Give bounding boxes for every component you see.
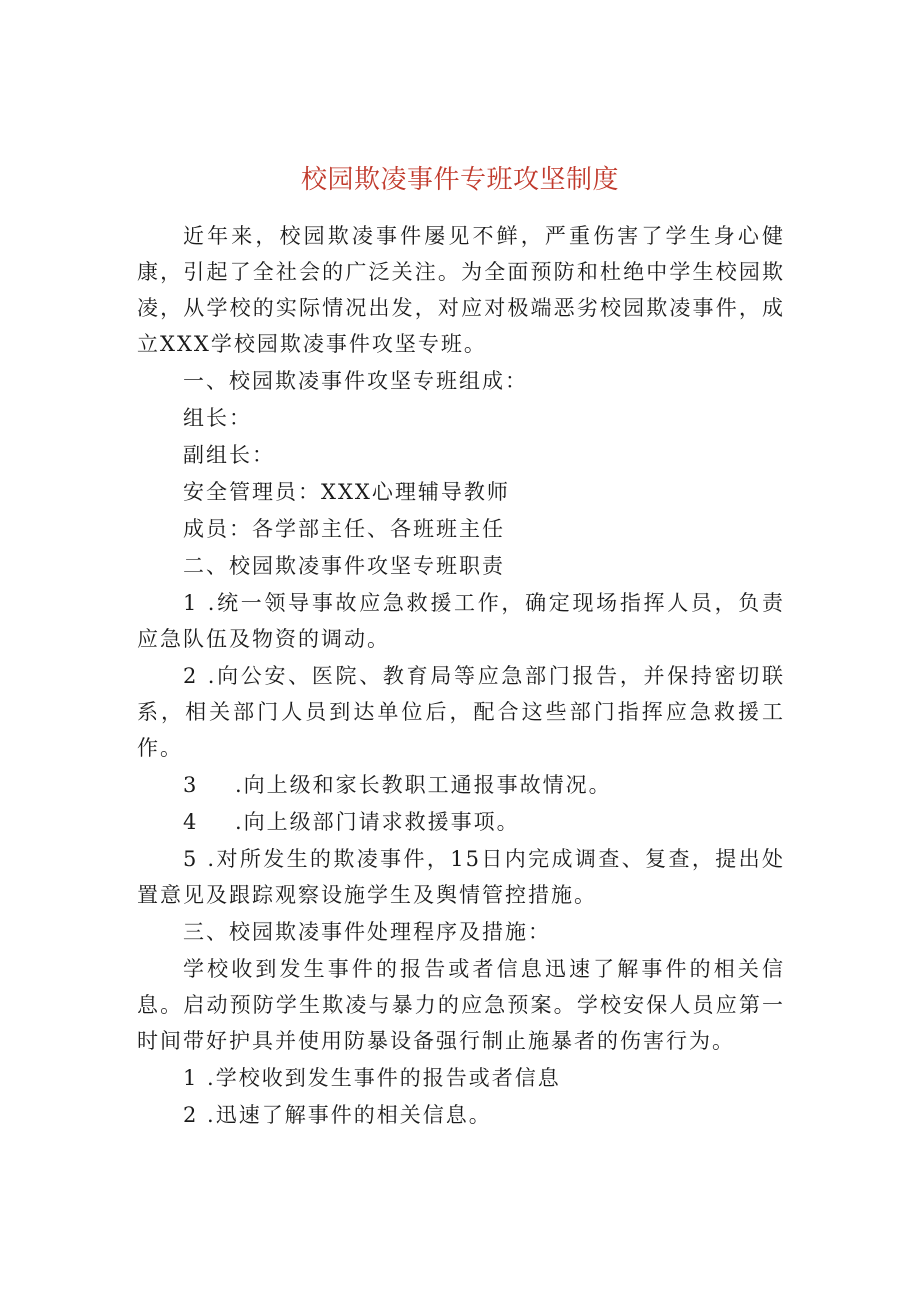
safety-manager-line: 安全管理员：XXX心理辅导教师 <box>183 480 510 504</box>
duty-item-4-number: 4 <box>183 810 199 834</box>
duty-item-3-number: 3 <box>183 773 199 797</box>
step-item-2: 2 .迅速了解事件的相关信息。 <box>183 1103 492 1127</box>
document-title: 校园欺凌事件专班攻坚制度 <box>300 165 619 195</box>
section-3-heading: 三、校园欺凌事件处理程序及措施： <box>183 920 551 944</box>
leader-line: 组长： <box>183 406 252 430</box>
duty-item-3 <box>137 767 785 803</box>
duty-item-2: 2 .向公安、医院、教育局等应急部门报告，并保持密切联系，相关部门人员到达单位后，配合这些部门指挥应急救援工作。 <box>137 664 785 760</box>
duty-item-5: 5 .对所发生的欺凌事件，15日内完成调查、复查，提出处置意见及跟踪观察设施学生及舆情管控措施。 <box>137 847 785 907</box>
section-2-heading: 二、校园欺凌事件攻坚专班职责 <box>183 554 505 578</box>
section-1-heading: 一、校园欺凌事件攻坚专班组成： <box>183 369 528 393</box>
duty-item-4 <box>137 804 785 840</box>
intro-paragraph: 近年来，校园欺凌事件屡见不鲜，严重伤害了学生身心健康，引起了全社会的广泛关注。为全面预防和杜绝中学生校园欺凌，从学校的实际情况出发，对应对极端恶劣校园欺凌事件，成立XXX学校园欺凌事件攻坚专班。 <box>137 224 785 356</box>
members-line: 成员：各学部主任、各班班主任 <box>183 517 505 541</box>
section-3-paragraph: 学校收到发生事件的报告或者信息迅速了解事件的相关信息。启动预防学生欺凌与暴力的应急预案。学校安保人员应第一时间带好护具并使用防暴设备强行制止施暴者的伤害行为。 <box>137 957 785 1053</box>
document-body <box>137 218 785 1133</box>
duty-item-1: 1 .统一领导事故应急救援工作，确定现场指挥人员，负责应急队伍及物资的调动。 <box>137 591 785 651</box>
duty-item-4-text: .向上级部门请求救援事项。 <box>235 810 520 834</box>
duty-item-3-text: .向上级和家长教职工通报事故情况。 <box>235 773 612 797</box>
step-item-1: 1 .学校收到发生事件的报告或者信息 <box>183 1066 561 1090</box>
deputy-leader-line: 副组长： <box>183 443 275 467</box>
